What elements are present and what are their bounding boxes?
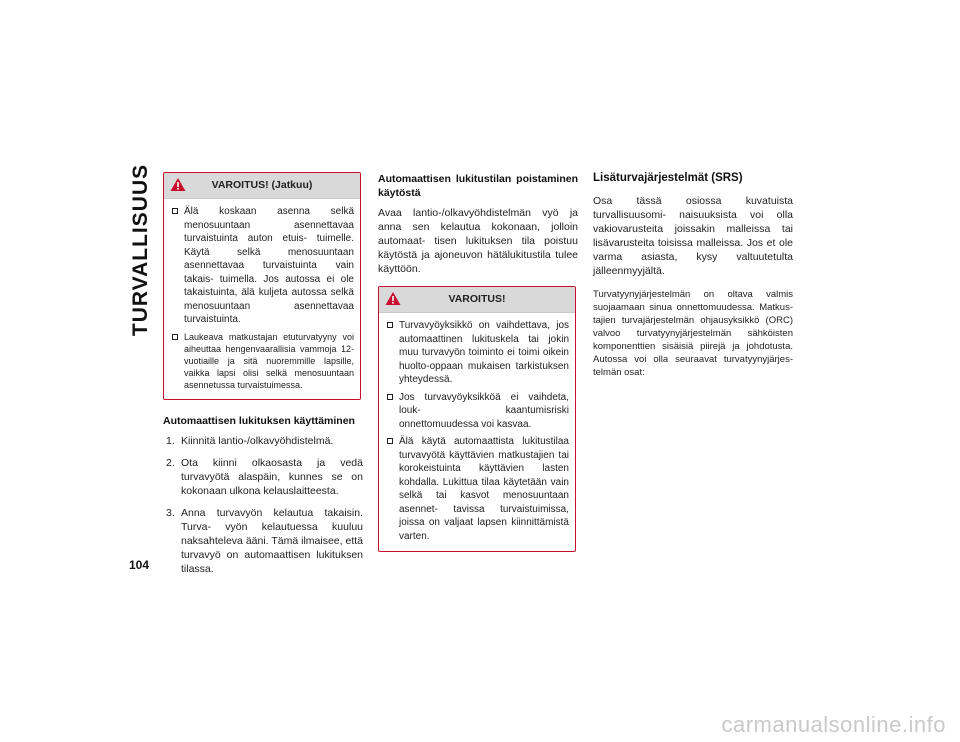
square-bullet-icon [172,208,178,214]
steps-list [163,434,363,576]
warning-header [164,173,360,199]
warning-bullet [170,205,354,327]
square-bullet-icon [387,394,393,400]
warning-body [164,199,360,399]
warning-bullet [385,435,569,543]
warning-body [379,313,575,551]
warning-bullet-text: Turvavyöyksikkö on vaihdettava, jos automaattinen lukituskela tai jokin muu turvavyön toiminto ei toimi oikein huolto-oppaan mukaisen tarkistuksen yhteydessä. [399,320,569,385]
subsection-heading: Automaattisen lukituksen käyttäminen [163,414,355,427]
list-item [163,456,363,498]
list-item [163,434,363,448]
paragraph: Avaa lantio-/olkavyöhdistelmän vyö ja anna sen kelautua kokonaan, jolloin automaat- tisen lukituksen tila poistuu käytöstä ja ajoneuvon hätälukitustila tulee käyttöön. [378,207,578,275]
warning-box-continued [163,172,361,400]
square-bullet-icon [172,334,178,340]
warning-bullet-text: Älä koskaan asenna selkä menosuuntaan asennettavaa turvaistuinta auton etuis- tuimelle. Käytä selkä menosuuntaan asennettavaa turvaistuinta vain takais- tuimella. Jos autossa ei ole takaistuinta, älä kuljeta autossa selkä menosuuntaan asennettavaa turvaistuinta. [184,206,354,325]
column-3 [593,172,793,389]
section-side-tab [126,163,156,337]
subsection-heading: Automaattisen lukitustilan poistaminen käytöstä [378,173,578,199]
section-title: TURVALLISUUS [129,163,152,337]
square-bullet-icon [387,322,393,328]
paragraph: Turvatyynyjärjestelmän on oltava valmis suojaamaan sinua onnettomuudessa. Matkus- tajien turvajärjestelmän ohjausyksikkö (ORC) valvoo turvatyynyjärjestelmän sähköisten komponenttien sisäisiä piirejä ja johdotusta. Autossa voi olla seuraavat turvatyynyjärjes- telmän osat: [593,289,793,378]
warning-bullet-text: Jos turvavyöyksikköä ei vaihdeta, louk- kaantumisriski onnettomuudessa voi kasvaa. [399,391,569,430]
warning-title: VAROITUS! (Jatkuu) [211,179,313,191]
step-number: 2. [166,456,175,469]
column-2 [378,172,578,552]
step-number: 3. [166,506,175,519]
section-heading: Lisäturvajärjestelmät (SRS) [593,172,743,184]
list-item [163,506,363,576]
step-text: Anna turvavyön kelautua takaisin. Turva- vyön kelautuessa kuuluu naksahteleva ääni. Tämä ilmaisee, että turvavyö on automaattisen lukituksen tilassa. [181,506,363,575]
square-bullet-icon [387,438,393,444]
warning-bullet-text: Älä käytä automaattista lukitustilaa turvavyötä käyttävien matkustajien tai korokeistuinta käyttävien lasten kohdalla. Lukittua tilaa käytetään vain selkä tai kasvot menosuuntaan asennet- tavissa turvaistuimissa, joissa on valjaat lapsen kiinnittämistä varten. [399,436,569,542]
warning-triangle-icon [385,291,401,306]
watermark: carmanualsonline.info [721,712,946,737]
step-text: Ota kiinni olkaosasta ja vedä turvavyötä alaspäin, kunnes se on kokonaan ulkona kelauslaitteesta. [181,456,363,497]
warning-title: VAROITUS! [448,293,506,305]
warning-bullet [385,319,569,387]
warning-header [379,287,575,313]
column-1 [163,172,363,584]
paragraph: Osa tässä osiossa kuvatuista turvallisuusomi- naisuuksista voi olla vakiovarusteita joissakin malleissa tai lisävarusteita toisissa malleissa. Jos et ole varma asiasta, kysy valtuutetulta jälleenmyyjältä. [593,195,793,277]
step-text: Kiinnitä lantio-/olkavyöhdistelmä. [181,434,334,447]
page-number: 104 [129,558,150,572]
warning-bullet-text: Laukeava matkustajan etuturvatyyny voi aiheuttaa hengenvaarallisia vammoja 12-vuotiaille ja sitä nuoremmille lapsille, vaikka lapsi olisi selkä menosuuntaan asennetussa turvaistuimessa. [184,331,354,390]
warning-bullet [385,391,569,432]
warning-triangle-icon [170,177,186,192]
step-number: 1. [166,434,175,447]
warning-box [378,286,576,552]
warning-bullet [170,331,354,391]
